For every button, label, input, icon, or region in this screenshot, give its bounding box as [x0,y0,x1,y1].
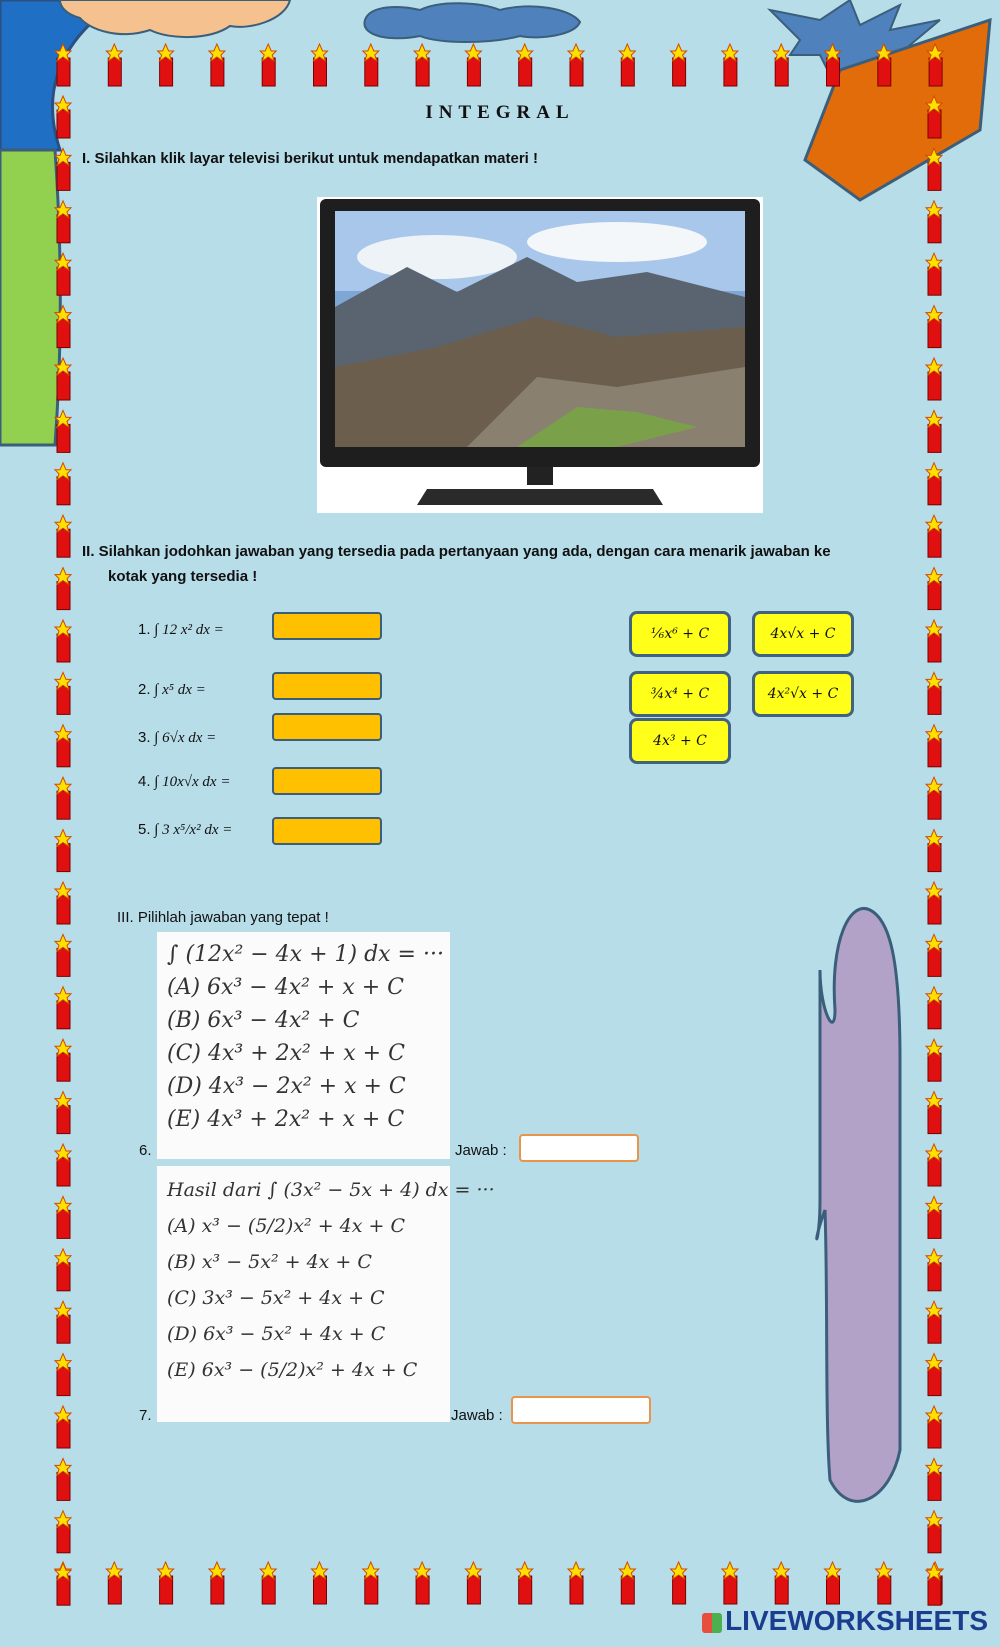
drop-box-5[interactable] [272,817,382,845]
candle-icon [55,1301,71,1343]
tv-icon [317,197,763,513]
q6-option-b: (B) 6x³ − 4x² + C [167,1008,360,1033]
candle-icon [926,987,942,1029]
candle-icon [722,44,738,86]
candle-icon [465,1562,481,1604]
page-title: INTEGRAL [425,102,575,123]
candle-icon [926,1301,942,1343]
candle-icon [55,672,71,714]
candle-icon [926,1196,942,1238]
candle-icon [55,830,71,872]
candle-icon [55,882,71,924]
candle-icon [55,148,71,190]
q7-option-d: (D) 6x³ − 5x² + 4x + C [167,1323,386,1345]
candle-icon [465,44,481,86]
logo-icon [702,1613,722,1633]
candle-icon [363,44,379,86]
candle-icon [926,1144,942,1186]
candle-icon [55,306,71,348]
drop-box-4[interactable] [272,767,382,795]
drop-box-1[interactable] [272,612,382,640]
candle-icon [926,148,942,190]
candle-icon [55,1511,71,1553]
candle-icon [926,882,942,924]
candle-icon [55,725,71,767]
candle-icon [926,358,942,400]
candle-icon [568,1562,584,1604]
q7-jawab-label: Jawab : [451,1407,503,1424]
q7-answer-input[interactable] [511,1396,651,1424]
candle-icon [55,777,71,819]
candle-icon [671,44,687,86]
candle-icon [517,44,533,86]
candle-icon [926,1511,942,1553]
candle-icon [926,725,942,767]
candle-icon [876,1562,892,1604]
answer-tile-5[interactable]: 4x³ + C [629,718,731,764]
section-2-label-line1: II. Silahkan jodohkan jawaban yang tersedia pada pertanyaan yang ada, dengan cara menarik jawaban ke [82,543,831,560]
candle-icon [926,201,942,243]
q7-option-b: (B) x³ − 5x² + 4x + C [167,1251,372,1273]
candle-icon [825,1562,841,1604]
q6-option-d: (D) 4x³ − 2x² + x + C [167,1074,406,1099]
q7-option-a: (A) x³ − (5/2)x² + 4x + C [167,1215,405,1237]
candle-icon [926,1039,942,1081]
candle-icon [55,410,71,452]
candle-icon [773,1562,789,1604]
candle-icon [55,620,71,662]
question-7-number: 7. [139,1407,152,1424]
section-2-label-line2: kotak yang tersedia ! [108,568,258,585]
candle-icon [55,1458,71,1500]
candle-icon [926,568,942,610]
liveworksheets-logo[interactable]: LIVEWORKSHEETS [702,1605,988,1637]
q6-jawab-label: Jawab : [455,1142,507,1159]
candle-icon [927,44,943,86]
candle-icon [926,463,942,505]
candle-icon [260,1562,276,1604]
candle-icon [312,44,328,86]
tv-material-link[interactable] [317,197,763,513]
q7-option-e: (E) 6x³ − (5/2)x² + 4x + C [167,1359,418,1381]
candle-icon [106,1562,122,1604]
question-5: 5. ∫ 3 x⁵/x² dx = [138,821,233,838]
candle-icon [55,358,71,400]
answer-tile-4[interactable]: 4x²√x + C [752,671,854,717]
candle-icon [926,830,942,872]
candle-icon [55,1406,71,1448]
candle-icon [312,1562,328,1604]
question-1: 1. ∫ 12 x² dx = [138,621,224,638]
q6-stem: ∫ (12x² − 4x + 1) dx = ··· [167,942,444,967]
candle-icon [619,1562,635,1604]
section-1-label: I. Silahkan klik layar televisi berikut untuk mendapatkan materi ! [82,150,538,167]
candle-icon [926,672,942,714]
candle-icon [55,201,71,243]
candle-icon [926,410,942,452]
candle-icon [414,1562,430,1604]
q6-option-a: (A) 6x³ − 4x² + x + C [167,975,404,1000]
candle-icon [106,44,122,86]
candle-icon [517,1562,533,1604]
q6-option-e: (E) 4x³ + 2x² + x + C [167,1107,405,1132]
candle-icon [926,1406,942,1448]
candle-icon [414,44,430,86]
q6-option-c: (C) 4x³ + 2x² + x + C [167,1041,405,1066]
candle-icon [926,1092,942,1134]
candle-icon [209,1562,225,1604]
candle-icon [568,44,584,86]
candle-icon [55,1249,71,1291]
candle-icon [55,515,71,557]
candle-icon [926,1458,942,1500]
candle-icon [55,934,71,976]
q6-answer-input[interactable] [519,1134,639,1162]
candle-icon [363,1562,379,1604]
candle-icon [825,44,841,86]
question-2: 2. ∫ x⁵ dx = [138,681,206,698]
question-6-image [157,932,450,1159]
candle-icon [671,1562,687,1604]
candle-icon [55,987,71,1029]
candle-icon [926,515,942,557]
candle-icon [926,1354,942,1396]
candle-icon [773,44,789,86]
candle-icon [926,777,942,819]
candle-icon [55,1144,71,1186]
candle-icon [55,1196,71,1238]
drop-box-3[interactable] [272,713,382,741]
candle-icon [619,44,635,86]
candle-icon [158,1562,174,1604]
candle-icon [55,253,71,295]
candle-icon [158,44,174,86]
answer-tile-3[interactable]: ¾x⁴ + C [629,671,731,717]
question-3: 3. ∫ 6√x dx = [138,729,217,746]
q7-stem: Hasil dari ∫ (3x² − 5x + 4) dx = ··· [167,1179,495,1201]
answer-tile-2[interactable]: 4x√x + C [752,611,854,657]
candle-icon [209,44,225,86]
q7-option-c: (C) 3x³ − 5x² + 4x + C [167,1287,385,1309]
candle-icon [926,934,942,976]
section-3-label: III. Pilihlah jawaban yang tepat ! [117,909,329,926]
question-6-number: 6. [139,1142,152,1159]
candle-icon [55,568,71,610]
candle-icon [722,1562,738,1604]
drop-box-2[interactable] [272,672,382,700]
candle-icon [55,44,71,86]
candle-icon [876,44,892,86]
candle-icon [260,44,276,86]
candle-icon [55,1039,71,1081]
question-4: 4. ∫ 10x√x dx = [138,773,231,790]
candle-icon [926,253,942,295]
candle-icon [55,1092,71,1134]
answer-tile-1[interactable]: ⅙x⁶ + C [629,611,731,657]
candle-icon [926,620,942,662]
candle-icon [55,463,71,505]
candle-icon [926,306,942,348]
candle-icon [926,1249,942,1291]
candle-icon [55,1354,71,1396]
